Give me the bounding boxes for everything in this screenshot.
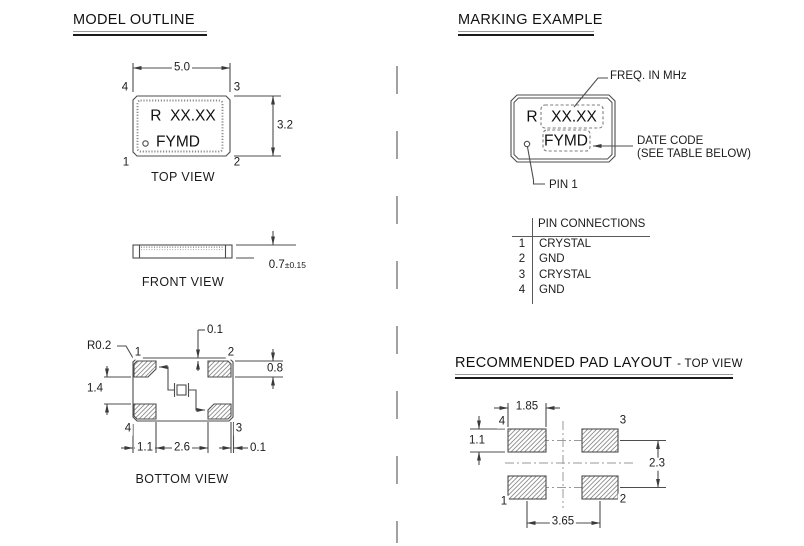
pad-layout-pad-4 [508, 429, 546, 452]
pin-number: 1 [518, 238, 526, 250]
top-view-marking-line2: FYMD [156, 133, 200, 151]
pad-layout-pad-2 [582, 476, 618, 499]
bottom-view-dim-horizontal-gap: 2.6 [174, 441, 190, 454]
pin-connection: GND [539, 253, 565, 266]
top-view-pin-3: 3 [233, 81, 241, 94]
top-view-marking-line1: R XX.XX [150, 107, 216, 125]
pad-layout-pad-1 [508, 476, 546, 499]
bottom-view-pin-1: 1 [134, 346, 142, 359]
top-view-caption: TOP VIEW [151, 170, 215, 185]
crystal-connection-pad1 [159, 367, 174, 390]
bottom-view-dim-corner-radius: R0.2 [87, 340, 112, 352]
top-view-pin-1: 1 [122, 156, 130, 169]
pad-layout-pad-3 [582, 429, 618, 452]
marking-line1-value: XX.XX [551, 108, 597, 126]
top-view-pin-4: 4 [121, 81, 129, 94]
pin-connections-header: PIN CONNECTIONS [538, 218, 646, 230]
marking-pin1-dot [524, 141, 529, 146]
pin1-callout-label: PIN 1 [549, 179, 578, 191]
thickness-tolerance: ±0.15 [284, 259, 306, 270]
bottom-view-pad-1 [134, 361, 156, 377]
pin-number: 2 [518, 253, 526, 266]
title-underline-thick [455, 377, 733, 380]
top-view-pin1-dot [143, 141, 148, 146]
bottom-view-dim-offset-right: 0.1 [250, 442, 266, 454]
pad-layout-dim-pad-height: 1.1 [469, 434, 485, 447]
pad-layout-title [455, 354, 743, 379]
bottom-view-pin-2: 2 [227, 346, 235, 359]
crystal-connection-pad3 [189, 390, 206, 410]
pin1-callout-leader [528, 147, 546, 184]
bottom-view-dim-offset-top: 0.1 [207, 324, 223, 336]
pad-layout-pin-3: 3 [619, 414, 627, 427]
bottom-view-dim-vertical-gap: 1.4 [87, 382, 103, 395]
pad-layout-dim-column-pitch: 3.65 [551, 515, 575, 528]
datecode-callout-line2: (SEE TABLE BELOW) [637, 148, 751, 160]
marking-line2-value: FYMD [544, 132, 588, 150]
bottom-view-caption: BOTTOM VIEW [135, 472, 229, 487]
title-underline-thin [455, 374, 733, 375]
table-vertical-rule [532, 218, 533, 304]
front-view-caption: FRONT VIEW [141, 275, 225, 290]
model-outline-title [73, 11, 207, 36]
bottom-view-pad-2 [208, 361, 231, 377]
model-outline-title-text: MODEL OUTLINE [73, 12, 195, 28]
bottom-view-pad-3 [208, 404, 231, 419]
top-view-pin-2: 2 [233, 156, 241, 169]
top-view-dim-width: 5.0 [174, 61, 190, 74]
pad-layout-subtitle-text: - TOP VIEW [677, 358, 743, 370]
marking-example-title-text: MARKING EXAMPLE [458, 12, 603, 28]
pin-number: 3 [518, 268, 526, 281]
marking-line1-prefix: R [526, 108, 538, 126]
pin-connection: CRYSTAL [539, 238, 591, 250]
pad-layout-title-text: RECOMMENDED PAD LAYOUT [455, 355, 673, 371]
title-underline-thick [458, 34, 594, 37]
pad-layout-dim-pad-width: 1.85 [515, 400, 539, 413]
marking-example-title [458, 11, 603, 36]
thickness-value: 0.7 [268, 258, 285, 271]
title-underline-thick [73, 34, 207, 37]
top-view-dim-height: 3.2 [277, 119, 293, 132]
bottom-view-dim-pad-height: 0.8 [267, 362, 283, 375]
title-underline-thin [73, 31, 207, 32]
front-view-dim-thickness [254, 246, 308, 284]
pin-connections-table [512, 217, 650, 298]
corner-radius-leader [117, 346, 133, 358]
bottom-view-pad-4 [134, 404, 156, 419]
pad-layout-pin-4: 4 [498, 415, 506, 428]
pin-connection: GND [539, 283, 565, 296]
freq-callout-leader [574, 78, 608, 107]
freq-callout-label: FREQ. IN MHz [610, 70, 687, 82]
bottom-view-pin-4: 4 [124, 422, 132, 435]
marking-example-drawing [511, 78, 633, 184]
pad-layout-pin-2: 2 [619, 493, 627, 506]
pad-layout-dim-row-pitch: 2.3 [649, 457, 665, 470]
datecode-callout-line1: DATE CODE [637, 135, 704, 147]
title-underline-thin [458, 31, 594, 32]
bottom-view-pin-3: 3 [235, 422, 243, 435]
pin-connection: CRYSTAL [539, 268, 591, 281]
pin-number: 4 [518, 283, 526, 296]
crystal-symbol [177, 385, 186, 395]
bottom-view-dim-pad-width: 1.1 [137, 441, 153, 454]
pad-layout-pin-1: 1 [500, 495, 508, 508]
